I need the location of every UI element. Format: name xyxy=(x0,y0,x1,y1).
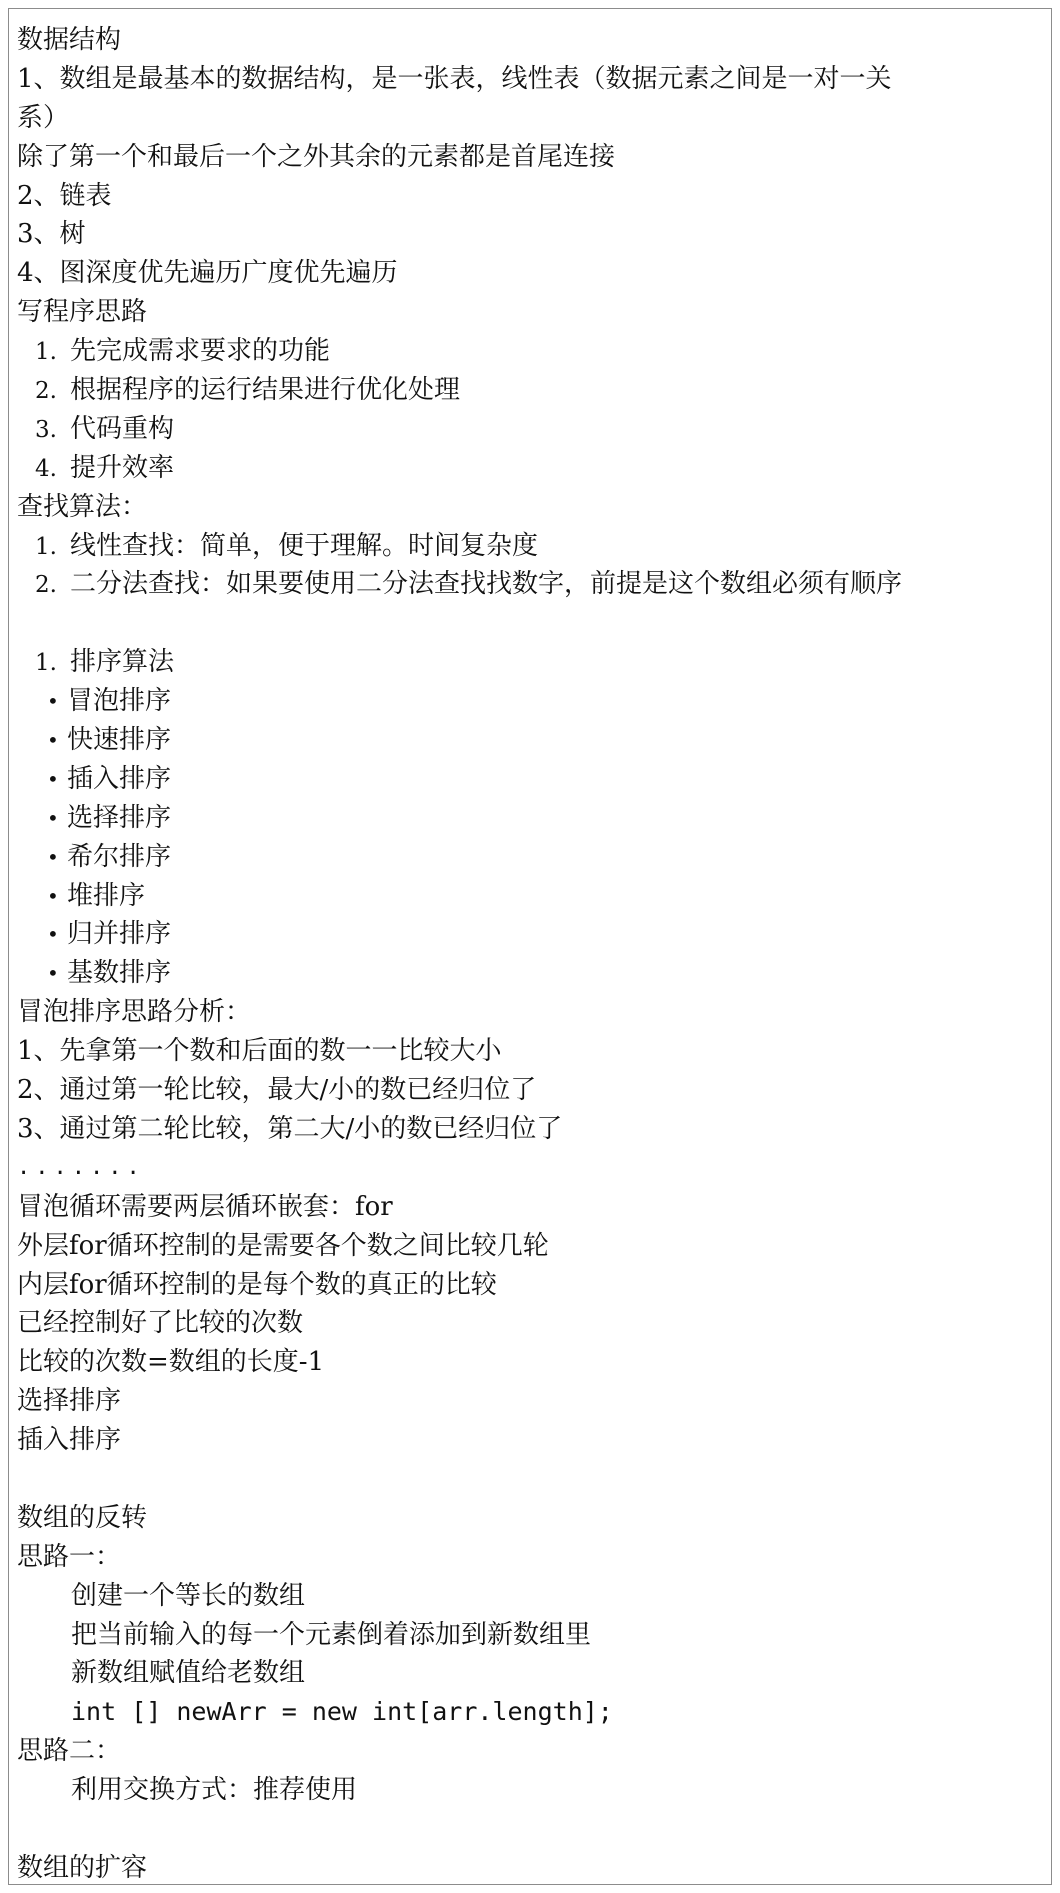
text-line: 写程序思路 xyxy=(17,297,148,328)
list-item-text: 代码重构 xyxy=(70,413,175,444)
text-line: 插入排序 xyxy=(17,1425,122,1456)
list-item-text: 提升效率 xyxy=(70,452,175,483)
bullet-icon: • xyxy=(47,844,59,869)
numbered-list-item xyxy=(17,643,1043,682)
list-item-text: 基数排序 xyxy=(67,958,172,989)
text-line: 4、图深度优先遍历广度优先遍历 xyxy=(17,258,398,289)
list-item-text: 堆排序 xyxy=(67,880,146,911)
list-item-text: 先完成需求要求的功能 xyxy=(70,336,331,367)
list-item-text: 快速排序 xyxy=(67,725,172,756)
text-line: 查找算法： xyxy=(17,491,148,522)
indented-line: 把当前输入的每一个元素倒着添加到新数组里 xyxy=(71,1619,592,1650)
indented-line: 利用交换方式：推荐使用 xyxy=(71,1775,358,1806)
numbered-list-item xyxy=(17,449,1043,488)
bullet-list-item xyxy=(17,682,1043,721)
text-line: 内层for循环控制的是每个数的真正的比较 xyxy=(17,1269,497,1300)
bullet-icon: • xyxy=(47,728,59,753)
list-number: 3. xyxy=(35,416,57,443)
text-line: 思路一： xyxy=(17,1541,122,1572)
text-line: 1、先拿第一个数和后面的数一一比较大小 xyxy=(17,1036,502,1067)
text-line: 2、通过第一轮比较，最大/小的数已经归位了 xyxy=(17,1075,537,1106)
list-number: 2. xyxy=(35,572,57,599)
bullet-list-item xyxy=(17,799,1043,838)
text-line: 比较的次数=数组的长度-1 xyxy=(17,1347,325,1378)
list-item-text: 插入排序 xyxy=(67,763,172,794)
text-line: 选择排序 xyxy=(17,1386,122,1417)
indented-line: 新数组赋值给老数组 xyxy=(71,1658,306,1689)
bullet-list-item xyxy=(17,915,1043,954)
bullet-icon: • xyxy=(47,689,59,714)
text-line: 冒泡循环需要两层循环嵌套：for xyxy=(17,1191,393,1222)
text-line: 系） xyxy=(17,102,70,133)
text-line: 1、数组是最基本的数据结构，是一张表，线性表（数据元素之间是一对一关 xyxy=(17,63,892,94)
text-line: 冒泡排序思路分析： xyxy=(17,997,252,1028)
text-line: 2、链表 xyxy=(17,180,112,211)
numbered-list-item xyxy=(17,332,1043,371)
blank-line xyxy=(17,1810,1043,1849)
text-line: 除了第一个和最后一个之外其余的元素都是首尾连接 xyxy=(17,141,616,172)
bullet-icon: • xyxy=(47,883,59,908)
text-line: 外层for循环控制的是需要各个数之间比较几轮 xyxy=(17,1230,549,1261)
text-line: 思路二： xyxy=(17,1736,122,1767)
indented-line: 创建一个等长的数组 xyxy=(71,1580,306,1611)
text-line: 数据结构 xyxy=(17,25,122,55)
list-item-text: 选择排序 xyxy=(67,802,172,833)
bullet-list-item xyxy=(17,877,1043,916)
list-number: 1. xyxy=(35,650,57,677)
bullet-icon: • xyxy=(47,805,59,830)
text-line: 数组的扩容 xyxy=(17,1852,148,1883)
text-line: 3、通过第二轮比较，第二大/小的数已经归位了 xyxy=(17,1113,563,1144)
list-item-text: 线性查找：简单，便于理解。时间复杂度 xyxy=(70,530,539,561)
bullet-icon: • xyxy=(47,766,59,791)
text-line: 数组的反转 xyxy=(17,1502,148,1533)
bullet-list-item xyxy=(17,760,1043,799)
list-item-text: 冒泡排序 xyxy=(67,686,172,717)
list-item-text: 根据程序的运行结果进行优化处理 xyxy=(70,375,461,406)
document-body xyxy=(17,21,1043,1888)
bullet-icon: • xyxy=(47,922,59,947)
numbered-list-item xyxy=(17,565,1043,604)
list-number: 1. xyxy=(35,339,57,366)
list-number: 4. xyxy=(35,455,57,482)
numbered-list-item xyxy=(17,410,1043,449)
code-line: int [] newArr = new int[arr.length]; xyxy=(71,1697,613,1727)
bullet-list-item xyxy=(17,954,1043,993)
bullet-icon: • xyxy=(47,961,59,986)
numbered-list-item xyxy=(17,371,1043,410)
list-number: 2. xyxy=(35,378,57,405)
bullet-list-item xyxy=(17,838,1043,877)
list-item-text: 二分法查找：如果要使用二分法查找找数字，前提是这个数组必须有顺序 xyxy=(70,569,903,600)
text-line: 已经控制好了比较的次数 xyxy=(17,1308,304,1339)
ellipsis-line: ....... xyxy=(17,1154,145,1180)
list-item-text: 希尔排序 xyxy=(67,841,172,872)
list-item-text: 排序算法 xyxy=(70,647,175,678)
list-item-text: 归并排序 xyxy=(67,919,172,950)
blank-line xyxy=(17,1460,1043,1499)
blank-line xyxy=(17,604,1043,643)
numbered-list-item xyxy=(17,527,1043,566)
text-line: 3、树 xyxy=(17,219,86,250)
document-page xyxy=(8,8,1052,1885)
list-number: 1. xyxy=(35,533,57,560)
bullet-list-item xyxy=(17,721,1043,760)
